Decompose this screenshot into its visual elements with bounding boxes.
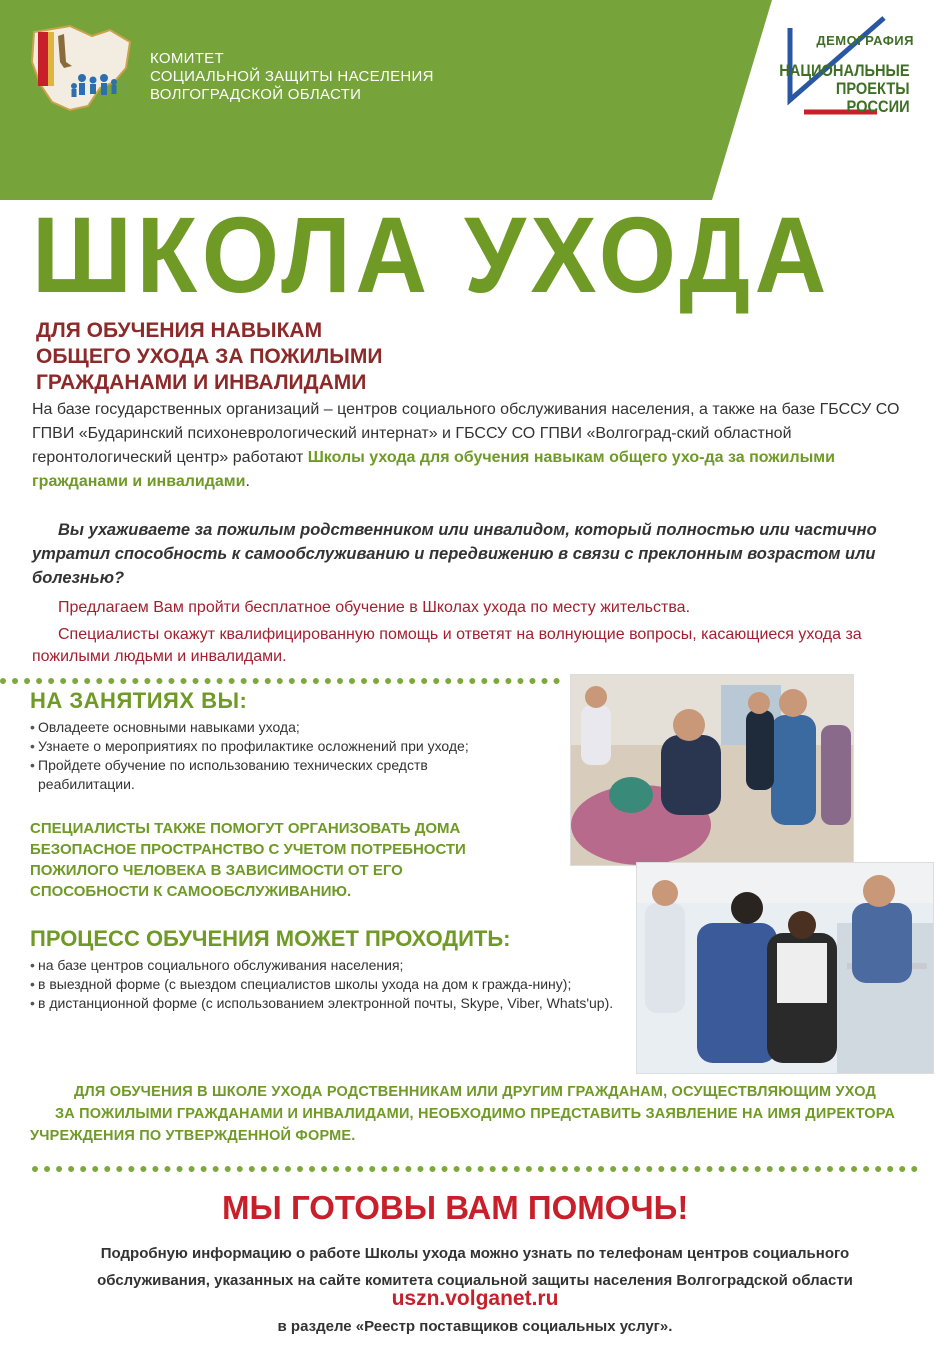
committee-line: КОМИТЕТ xyxy=(150,50,224,67)
intro-paragraph xyxy=(32,398,910,494)
intro-text: На базе государственных организаций – центров социального обслуживания населения, а также на базе ГБССУ СО ГПВИ «Бударинский психоневрологический интернат» и ГБССУ СО ГПВИ «Волгоград-ский областной геронтологический центр» работают xyxy=(32,401,900,466)
lessons-heading: НА ЗАНЯТИЯХ ВЫ: xyxy=(30,688,248,713)
list-item: • Пройдете обучение по использованию технических средств реабилитации. xyxy=(30,756,508,794)
list-item: • в выездной форме (с выездом специалистов школы ухода на дом к гражда-нину); xyxy=(30,975,620,994)
subtitle-line: ГРАЖДАНАМИ И ИНВАЛИДАМИ xyxy=(36,371,367,394)
committee-logo-icon xyxy=(30,22,134,114)
offer-paragraph: Предлагаем Вам пройти бесплатное обучение в Школах ухода по месту жительства. xyxy=(58,599,691,616)
lessons-list xyxy=(30,718,550,794)
subtitle xyxy=(36,318,382,396)
committee-line: СОЦИАЛЬНОЙ ЗАЩИТЫ НАСЕЛЕНИЯ xyxy=(150,68,434,85)
specialists-note xyxy=(30,818,466,902)
info-line: обслуживания, указанных на сайте комитета социальной защиты населения Волгоградской области xyxy=(97,1272,853,1289)
specialists-help-paragraph: Специалисты окажут квалифицированную помощь и ответят на волнующие вопросы, касающиеся ухода за пожилыми людьми и инвалидами. xyxy=(32,626,862,665)
process-list xyxy=(30,956,620,1013)
help-callout: МЫ ГОТОВЫ ВАМ ПОМОЧЬ! xyxy=(222,1189,689,1226)
list-item: • на базе центров социального обслуживания населения; xyxy=(30,956,620,975)
application-line: УЧРЕЖДЕНИЯ ПО УТВЕРЖДЕННОЙ ФОРМЕ. xyxy=(30,1128,356,1144)
list-item: • Овладеете основными навыками ухода; xyxy=(30,718,550,737)
committee-line: ВОЛГОГРАДСКОЙ ОБЛАСТИ xyxy=(150,86,362,103)
subtitle-line: ДЛЯ ОБУЧЕНИЯ НАВЫКАМ xyxy=(36,319,323,342)
np-title-line: РОССИИ xyxy=(846,97,910,116)
application-line: ЗА ПОЖИЛЫМИ ГРАЖДАНАМИ И ИНВАЛИДАМИ, НЕОБХОДИМО ПРЕДСТАВИТЬ ЗАЯВЛЕНИЕ НА ИМЯ ДИРЕКТОРА xyxy=(54,1106,896,1122)
contact-info xyxy=(20,1240,930,1294)
info-line: Подробную информацию о работе Школы ухода можно узнать по телефонам центров социального xyxy=(100,1245,850,1262)
question-paragraph: Вы ухаживаете за пожилым родственником или инвалидом, который полностью или частично утратил способность к самообслуживанию и передвижению в связи с преклонным возрастом или болезнью? xyxy=(32,521,877,587)
committee-name xyxy=(150,50,434,104)
specialists-line: ПОЖИЛОГО ЧЕЛОВЕКА В ЗАВИСИМОСТИ ОТ ЕГО xyxy=(30,862,403,879)
application-note xyxy=(0,1081,950,1147)
np-category-label: ДЕМОГРАФИЯ xyxy=(816,33,914,48)
dotted-divider xyxy=(0,678,560,684)
dotted-divider xyxy=(32,1166,918,1172)
np-title-line: ПРОЕКТЫ xyxy=(836,79,910,98)
registry-note: в разделе «Реестр поставщиков социальных услуг». xyxy=(277,1318,673,1335)
subtitle-line: ОБЩЕГО УХОДА ЗА ПОЖИЛЫМИ xyxy=(36,345,383,368)
training-photo-1 xyxy=(570,674,854,866)
training-photo-image xyxy=(637,863,933,1073)
specialists-line: БЕЗОПАСНОЕ ПРОСТРАНСТВО С УЧЕТОМ ПОТРЕБНОСТИ xyxy=(30,841,466,858)
specialists-line: СПОСОБНОСТИ К САМООБСЛУЖИВАНИЮ. xyxy=(30,883,352,900)
application-line: ДЛЯ ОБУЧЕНИЯ В ШКОЛЕ УХОДА РОДСТВЕННИКАМ ИЛИ ДРУГИМ ГРАЖДАНАМ, ОСУЩЕСТВЛЯЮЩИМ УХОД xyxy=(73,1084,877,1100)
list-item: • Узнаете о мероприятиях по профилактике осложнений при уходе; xyxy=(30,737,550,756)
page-title: ШКОЛА УХОДА xyxy=(32,194,832,315)
np-title xyxy=(780,62,910,116)
website-link[interactable]: uszn.volganet.ru xyxy=(391,1287,559,1310)
header-banner xyxy=(0,0,950,200)
intro-end: . xyxy=(245,473,250,490)
process-heading: ПРОЦЕСС ОБУЧЕНИЯ МОЖЕТ ПРОХОДИТЬ: xyxy=(30,926,511,951)
np-title-line: НАЦИОНАЛЬНЫЕ xyxy=(779,61,910,80)
intro-highlight: Школы ухода для обучения навыкам общего ухо-да за пожилыми гражданами и инвалидами xyxy=(32,449,835,490)
list-item: • в дистанционной форме (с использованием электронной почты, Skype, Viber, Whats'up). xyxy=(30,994,620,1013)
training-photo-image xyxy=(571,675,853,865)
specialists-line: СПЕЦИАЛИСТЫ ТАКЖЕ ПОМОГУТ ОРГАНИЗОВАТЬ ДОМА xyxy=(30,820,461,837)
training-photo-2 xyxy=(636,862,934,1074)
